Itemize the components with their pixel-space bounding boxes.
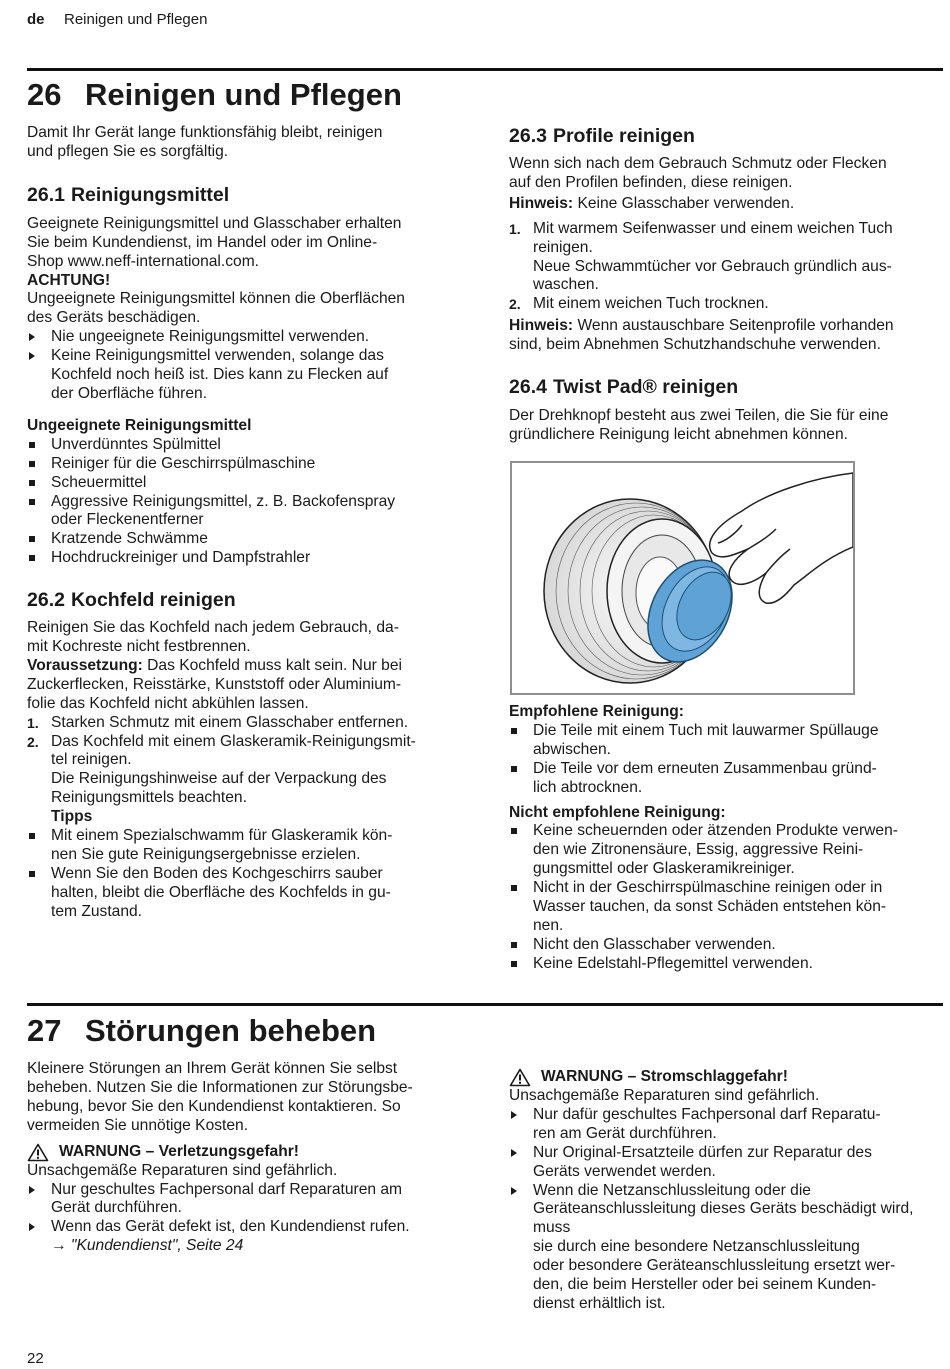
section-26-1-heading: 26.1 Reinigungsmittel <box>27 183 230 206</box>
chapter-27-title: Störungen beheben <box>85 1013 377 1048</box>
header-language: de <box>27 11 45 28</box>
warning-injury-actions <box>27 1181 472 1257</box>
list-item: Nicht den Glasschaber verwenden. <box>509 936 945 955</box>
chapter-26-rule <box>27 68 943 71</box>
kochfeld-steps <box>27 714 472 809</box>
left-column-26 <box>27 124 472 922</box>
chapter-27-intro: Kleinere Störungen an Ihrem Gerät können Sie selbst beheben. Nutzen Sie die Informationen zur Störungsbe- hebung, bevor Sie den Kundendienst kontaktieren. So vermeiden Sie unnötige Kosten. <box>27 1060 413 1134</box>
profile-steps <box>509 220 943 315</box>
not-recommended-title: Nicht empfohlene Reinigung: <box>509 803 726 821</box>
list-item: 2. Mit einem weichen Tuch trocknen. <box>509 295 769 313</box>
warning-electric-title: WARNUNG – Stromschlaggefahr! <box>541 1068 788 1086</box>
right-column-26-4-lists <box>509 703 945 974</box>
chapter-27-rule <box>27 1003 943 1006</box>
cross-reference-link[interactable]: → "Kundendienst", Seite 24 <box>51 1237 244 1255</box>
warning-injury-title: WARNUNG – Verletzungsgefahr! <box>59 1142 300 1160</box>
warning-electric-actions <box>509 1106 945 1314</box>
recommended-title: Empfohlene Reinigung: <box>509 703 684 720</box>
list-item: Hochdruckreiniger und Dampfstrahler <box>27 549 472 568</box>
list-item: Scheuermittel <box>27 474 472 493</box>
twist-pad-illustration <box>512 463 853 693</box>
warning-icon <box>509 1068 531 1087</box>
section-26-3-text: Wenn sich nach dem Gebrauch Schmutz oder Flecken auf den Profilen befinden, diese reinigen. <box>509 155 887 191</box>
list-item: Keine Reinigungsmittel verwenden, solange das Kochfeld noch heiß ist. Dies kann zu Flecken auf der Oberfläche führen. <box>27 347 472 404</box>
not-recommended-list <box>509 822 945 973</box>
chapter-26-title: Reinigen und Pflegen <box>85 77 402 112</box>
achtung-label: ACHTUNG! <box>27 271 111 289</box>
right-column-27 <box>509 1068 945 1314</box>
note-1: Hinweis: Keine Glasschaber verwenden. <box>509 194 795 212</box>
list-item: Keine scheuernden oder ätzenden Produkte verwen- den wie Zitronensäure, Essig, aggressive Reini- gungsmittel oder Glaskeramikreiniger. <box>509 822 945 879</box>
list-item: Wenn Sie den Boden des Kochgeschirrs sauber halten, bleibt die Oberfläche des Kochfelds in gu- tem Zustand. <box>27 865 472 922</box>
list-item: Wenn das Gerät defekt ist, den Kundendienst rufen. → "Kundendienst", Seite 24 <box>27 1218 472 1256</box>
unsuitable-cleaners-title: Ungeeignete Reinigungsmittel <box>27 416 252 434</box>
prerequisite: Voraussetzung: Das Kochfeld muss kalt sein. Nur bei Zuckerflecken, Reisstärke, Kunststoff oder Aluminium- folie das Kochfeld nicht abkühlen lassen. <box>27 656 402 712</box>
section-26-2-text: Reinigen Sie das Kochfeld nach jedem Gebrauch, da- mit Kochreste nicht festbrennen. <box>27 619 399 656</box>
section-26-2-heading: 26.2 Kochfeld reinigen <box>27 589 236 612</box>
list-item: Die Teile vor dem erneuten Zusammenbau gründ- lich abtrocknen. <box>509 760 945 798</box>
chapter-27-heading <box>27 1013 376 1049</box>
warning-icon <box>27 1143 49 1162</box>
list-item: Wenn die Netzanschlussleitung oder die Geräteanschlussleitung dieses Geräts beschädigt wird, muss sie durch eine besondere Netzanschlussleitung oder besondere Geräteanschlussleitung ersetzt wer- den, die beim Hersteller oder bei seinem Kunden- dienst erhältlich ist. <box>509 1182 945 1314</box>
list-item: Nie ungeeignete Reinigungsmittel verwenden. <box>27 328 472 347</box>
list-item: Unverdünntes Spülmittel <box>27 436 472 455</box>
list-item: 1. Mit warmem Seifenwasser und einem weichen Tuch reinigen. Neue Schwammtücher vor Gebrauch gründlich aus- waschen. <box>509 219 893 294</box>
list-item: Kratzende Schwämme <box>27 530 472 549</box>
section-26-3-heading: 26.3 Profile reinigen <box>509 125 695 147</box>
list-item: 1. Starken Schmutz mit einem Glasschaber entfernen. <box>27 713 409 731</box>
section-26-4-text: Der Drehknopf besteht aus zwei Teilen, die Sie für eine gründlichere Reinigung leicht abnehmen können. <box>509 407 889 443</box>
list-item: Nur Original-Ersatzteile dürfen zur Reparatur des Geräts verwendet werden. <box>509 1144 945 1182</box>
list-item: Nicht in der Geschirrspülmaschine reinigen oder in Wasser tauchen, da sonst Schäden entstehen kön- nen. <box>509 879 945 936</box>
achtung-actions <box>27 328 472 404</box>
list-item: 2. Das Kochfeld mit einem Glaskeramik-Reinigungsmit- tel reinigen. Die Reinigungshinweise auf der Verpackung des Reinigungsmittels beachten. <box>27 732 416 807</box>
left-column-27 <box>27 1060 472 1256</box>
list-item: Aggressive Reinigungsmittel, z. B. Backofenspray oder Fleckenentferner <box>27 493 472 531</box>
chapter-26-number: 26 <box>27 77 62 112</box>
chapter-26-intro: Damit Ihr Gerät lange funktionsfähig bleibt, reinigen und pflegen Sie es sorgfältig. <box>27 124 383 160</box>
tips-title: Tipps <box>51 808 93 826</box>
list-item: Keine Edelstahl-Pflegemittel verwenden. <box>509 955 945 974</box>
chapter-26-heading <box>27 77 402 113</box>
warning-electric <box>509 1068 945 1087</box>
warning-electric-text: Unsachgemäße Reparaturen sind gefährlich. <box>509 1087 820 1104</box>
section-26-4-heading: 26.4 Twist Pad® reinigen <box>509 376 739 399</box>
page-number: 22 <box>27 1350 44 1367</box>
list-item: Mit einem Spezialschwamm für Glaskeramik kön- nen Sie gute Reinigungsergebnisse erzielen. <box>27 827 472 865</box>
warning-injury-text: Unsachgemäße Reparaturen sind gefährlich. <box>27 1161 338 1179</box>
list-item: Reiniger für die Geschirrspülmaschine <box>27 455 472 474</box>
twist-pad-figure <box>510 461 855 695</box>
recommended-list <box>509 722 945 798</box>
achtung-text: Ungeeignete Reinigungsmittel können die Oberflächen des Geräts beschädigen. <box>27 290 405 327</box>
chapter-27-number: 27 <box>27 1013 62 1048</box>
note-2: Hinweis: Wenn austauschbare Seitenprofile vorhanden sind, beim Abnehmen Schutzhandschuhe verwenden. <box>509 317 894 354</box>
tips-list <box>27 827 472 922</box>
warning-injury <box>27 1143 472 1162</box>
right-column-26 <box>509 124 943 445</box>
list-item: Nur dafür geschultes Fachpersonal darf Reparatu- ren am Gerät durchführen. <box>509 1106 945 1144</box>
section-26-1-text: Geeignete Reinigungsmittel und Glasschaber erhalten Sie beim Kundendienst, im Handel oder im Online- Shop www.neff-international.com. <box>27 214 402 270</box>
list-item: Die Teile mit einem Tuch mit lauwarmer Spüllauge abwischen. <box>509 722 945 760</box>
header-title: Reinigen und Pflegen <box>64 11 208 28</box>
unsuitable-cleaners-list <box>27 436 472 568</box>
list-item: Nur geschultes Fachpersonal darf Reparaturen am Gerät durchführen. <box>27 1181 472 1219</box>
